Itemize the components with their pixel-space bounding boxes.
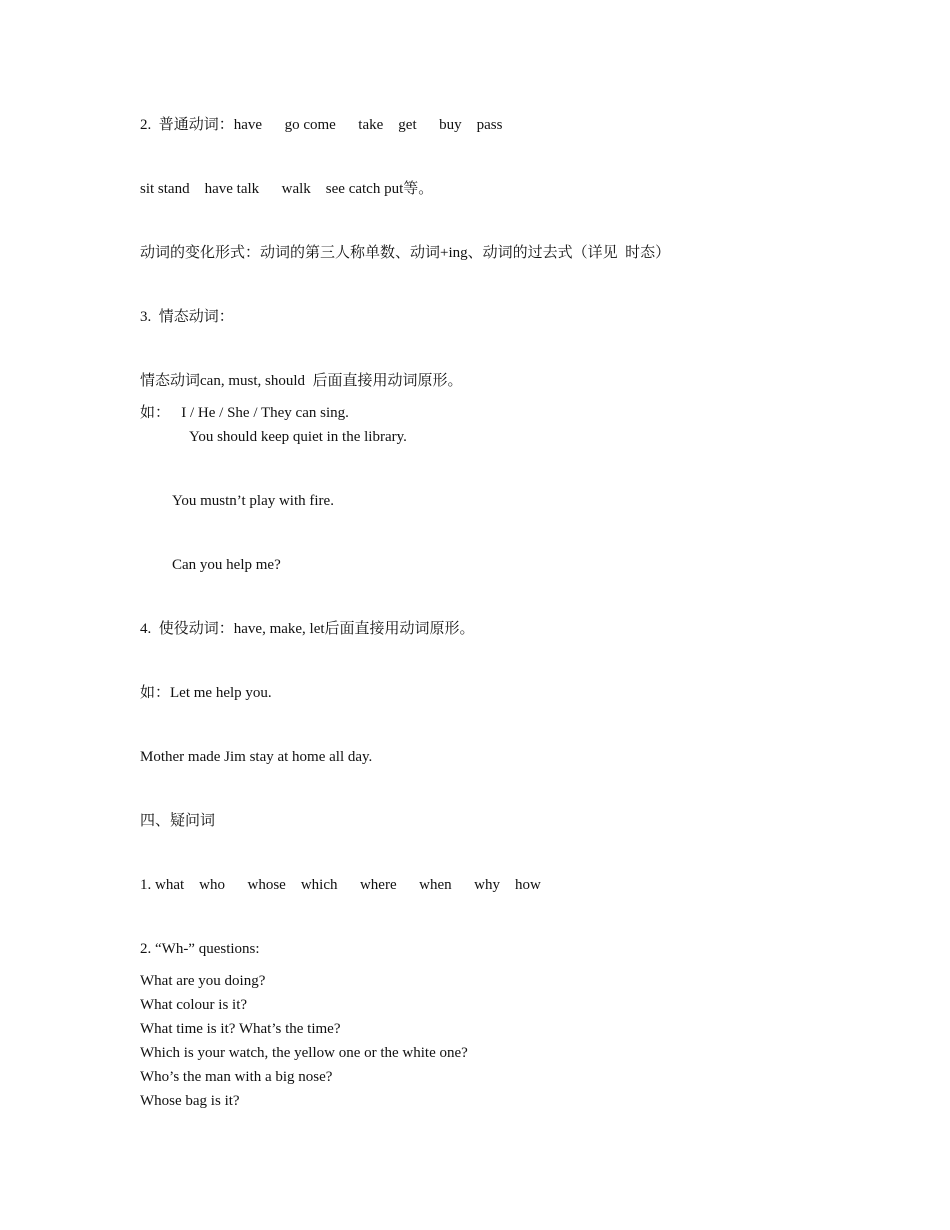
text-line-wh-question-5: Who’s the man with a big nose? [140,1069,333,1085]
text-line-wh-question-3: What time is it? What’s the time? [140,1021,341,1037]
text-line-wh-question-2: What colour is it? [140,997,248,1013]
text-line-modal-example-2: You should keep quiet in the library. [189,429,407,445]
text-line-modal-example-4: Can you help me? [172,557,281,573]
text-line-causative-example-2: Mother made Jim stay at home all day. [140,749,373,765]
text-line-verb-forms: 动词的变化形式：动词的第三人称单数、动词+ing、动词的过去式（详见 时态） [140,245,671,261]
text-line-ordinary-verbs-heading: 2. 普通动词：have go come take get buy pass [140,117,503,133]
text-line-causative-example-1: 如：Let me help you. [140,685,272,701]
text-line-modal-verbs-rule: 情态动词can, must, should 后面直接用动词原形。 [140,373,463,389]
text-line-question-words-heading: 四、疑问词 [140,813,216,829]
text-line-modal-example-1: 如： I / He / She / They can sing. [140,405,349,421]
text-line-question-words-list: 1. what who whose which where when why how [140,877,541,893]
text-line-ordinary-verbs-continued: sit stand have talk walk see catch put等。 [140,181,434,197]
text-line-wh-questions-heading: 2. “Wh-” questions: [140,941,260,957]
text-line-wh-question-1: What are you doing? [140,973,266,989]
text-line-wh-question-6: Whose bag is it? [140,1093,240,1109]
text-line-modal-example-3: You mustn’t play with fire. [172,493,334,509]
text-line-causative-verbs-heading: 4. 使役动词：have, make, let后面直接用动词原形。 [140,621,475,637]
text-line-modal-verbs-heading: 3. 情态动词： [140,309,234,325]
text-line-wh-question-4: Which is your watch, the yellow one or the white one? [140,1045,468,1061]
